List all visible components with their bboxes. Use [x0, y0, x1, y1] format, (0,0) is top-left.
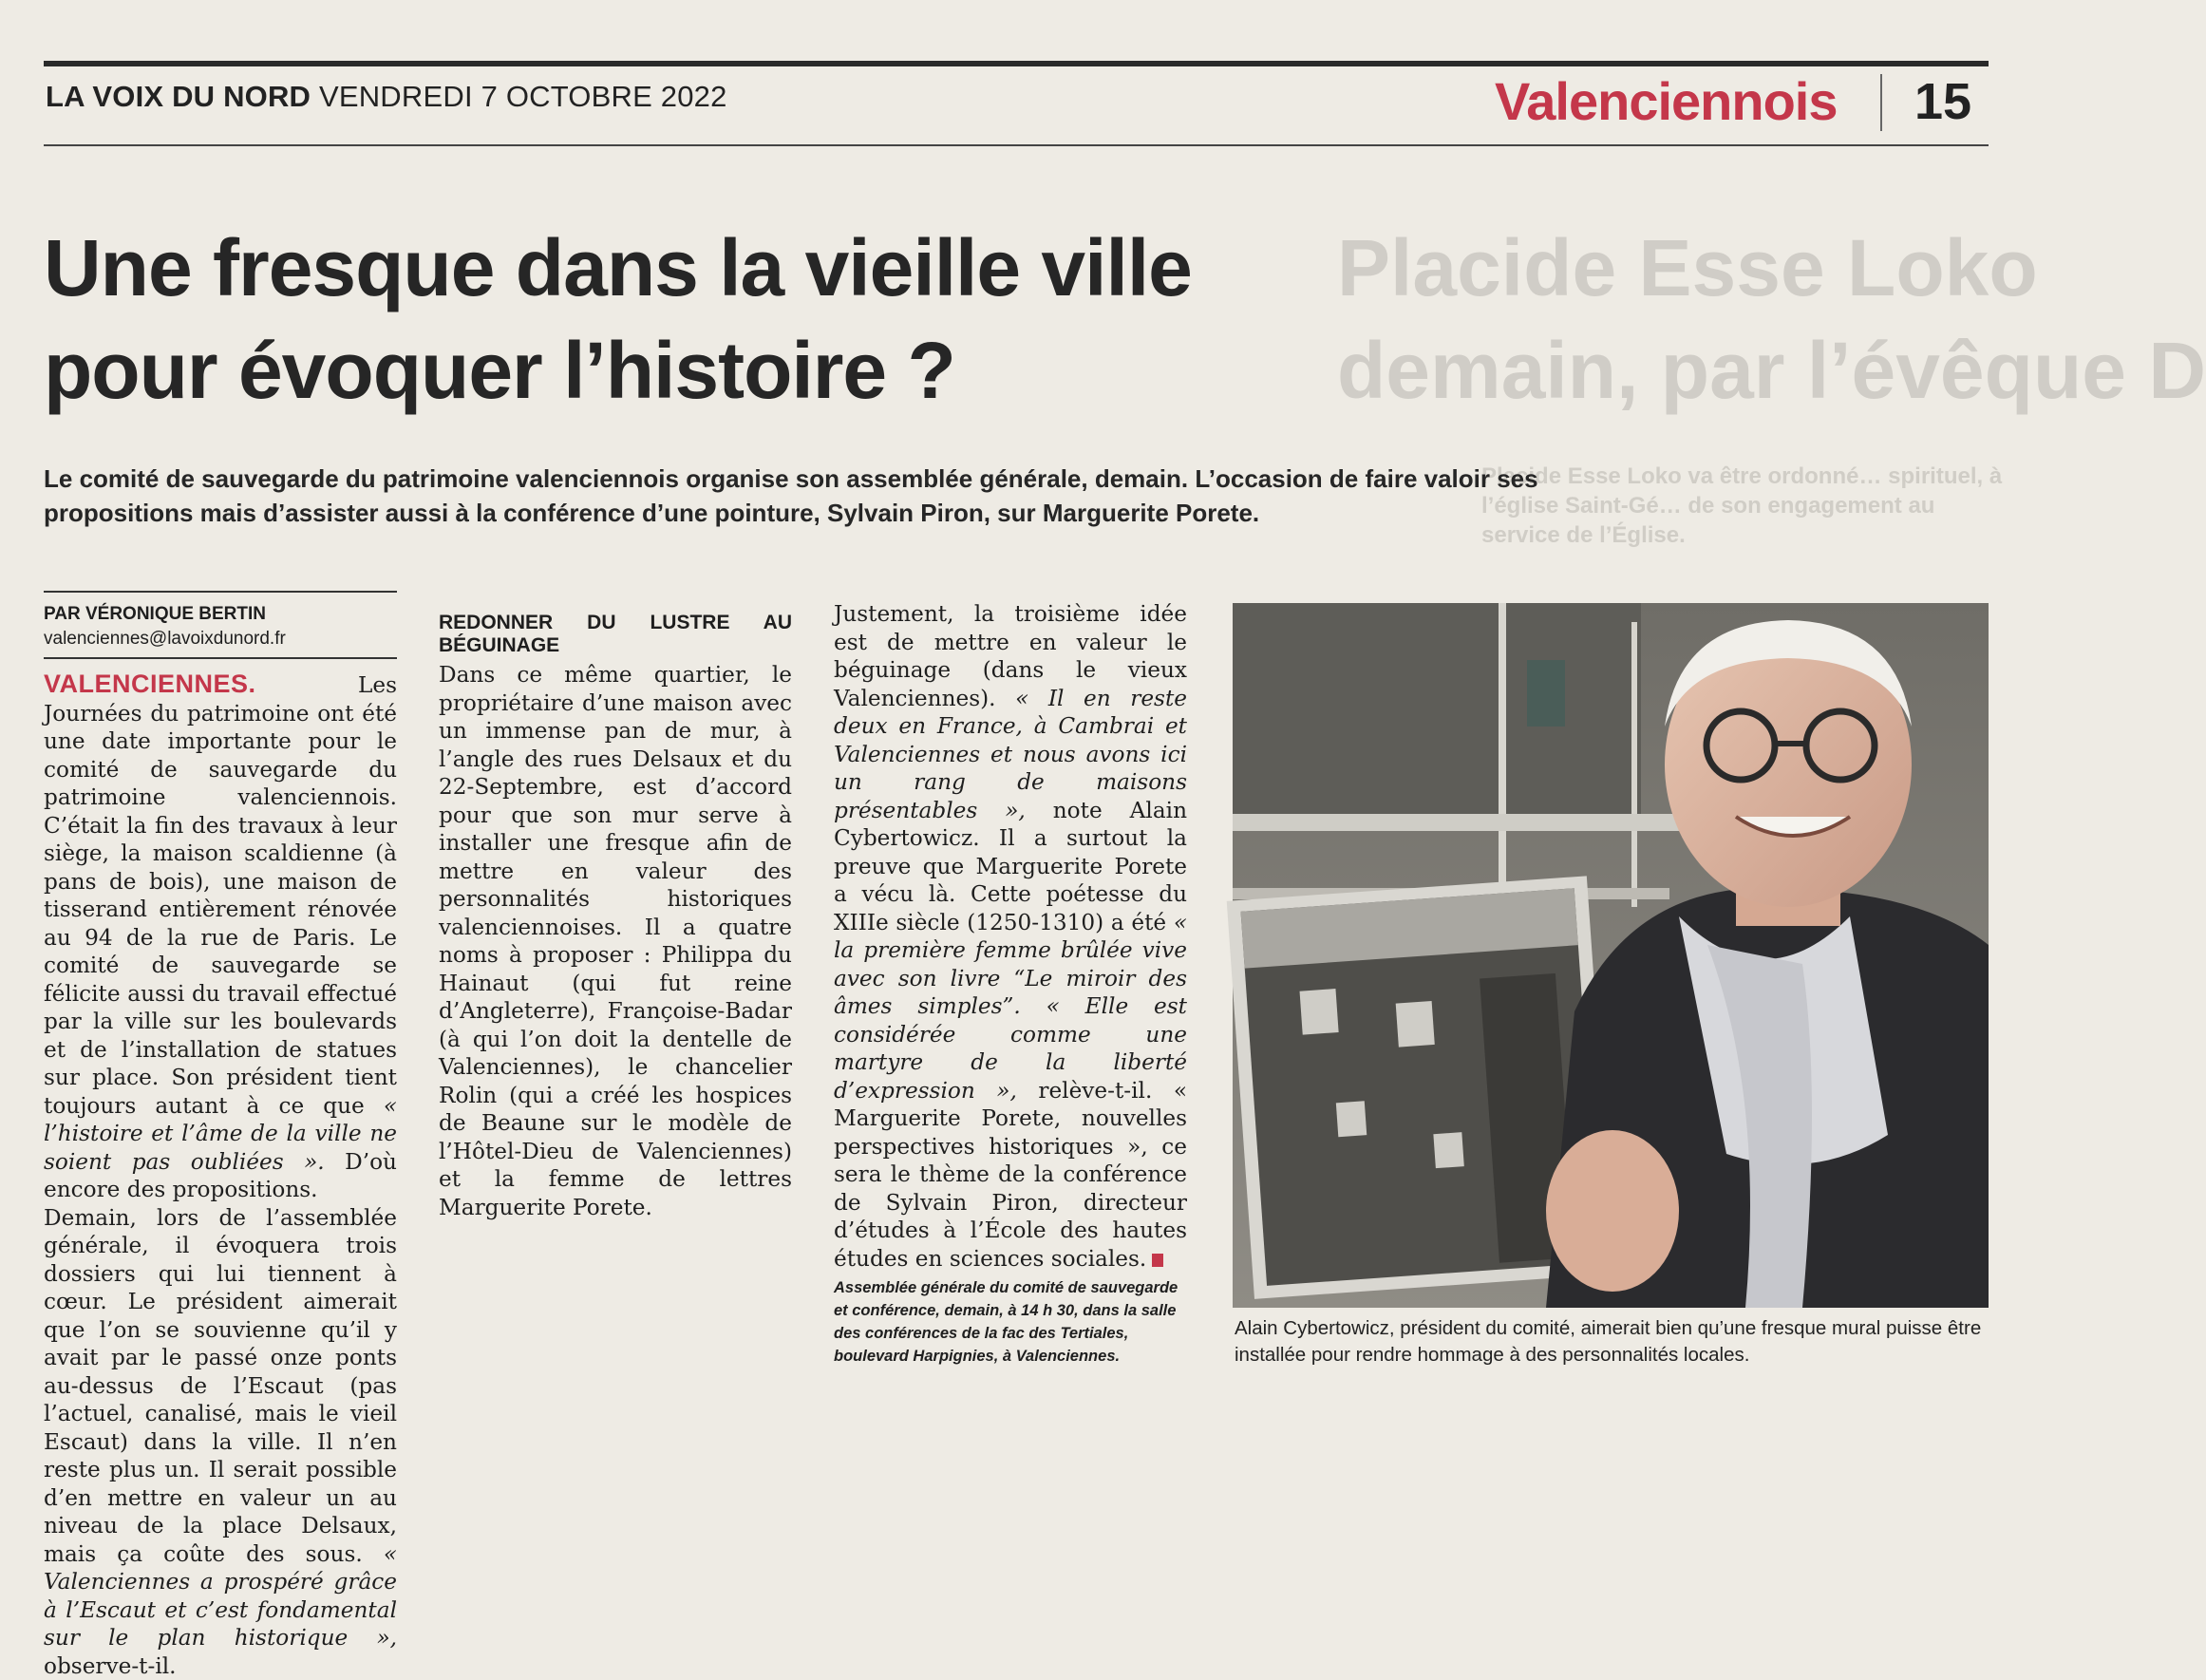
- byline-bottom-rule: [44, 657, 397, 659]
- page-number: 15: [1914, 72, 1971, 131]
- header-rule: [44, 144, 1989, 146]
- masthead: [46, 80, 727, 114]
- headline-line-1: Une fresque dans la vieille ville: [44, 217, 1497, 319]
- paragraph-4-mid: note Alain Cybertowicz. Il a surtout la preuve que Marguerite Porete a vécu là. Cette poétesse du XIIIe siècle (1250-1310) a été: [834, 798, 1187, 935]
- issue-date: VENDREDI 7 OCTOBRE 2022: [319, 80, 727, 113]
- paragraph-2-text: Demain, lors de l’assemblée générale, il évoquera trois dossiers qui lui tiennent à cœur. Le président aimerait que l’on se souvienne qu’il y avait par le passé onze ponts au-dessus de l’Escaut (pas l’actuel, canalisé, mais le vieil Escaut) dans la ville. Il n’en reste plus un. Il serait possible d’en mettre en valeur un au niveau de la place Delsaux, mais ça coûte des sous.: [44, 1205, 397, 1567]
- event-info: Assemblée générale du comité de sauvegarde et conférence, demain, à 14 h 30, dans la salle des conférences de la fac des Tertiales, boulevard Harpignies, à Valenciennes.: [834, 1276, 1187, 1368]
- bleed-line-1: Placide Esse Loko: [1337, 217, 2097, 319]
- paragraph-2: [44, 1204, 397, 1680]
- article-photo: [1233, 603, 1989, 1308]
- section-separator: [1880, 74, 1882, 131]
- end-of-article-mark: [1152, 1254, 1163, 1267]
- masthead-top-rule: [44, 61, 1989, 66]
- bleed-through-lead: Placide Esse Loko va être ordonné… spirituel, à l’église Saint-Gé… de son engagement au service de l’Église.: [1481, 462, 2013, 550]
- paragraph-1: [44, 670, 397, 1204]
- paragraph-3: Dans ce même quartier, le propriétaire d’une maison avec un immense pan de mur, à l’angle des rues Delsaux et du 22-Septembre, est d’accord pour que son mur serve à installer une fresque afin de mettre en valeur des personnalités historiques valenciennoises. Il a quatre noms à proposer : Philippa du Hainaut (qui fut reine d’Angleterre), Françoise-Badar (à qui l’on doit la dentelle de Valenciennes), le chancelier Rolin (qui a créé les hospices de Beaune sur le modèle de l’Hôtel-Dieu de Valenciennes) et la femme de lettres Marguerite Porete.: [439, 661, 792, 1221]
- portrait-photo-illustration: [1233, 603, 1989, 1308]
- byline-rule: [44, 591, 397, 593]
- headline-line-2: pour évoquer l’histoire ?: [44, 319, 1497, 422]
- paragraph-1-text: Les Journées du patrimoine ont été une date importante pour le comité de sauvegarde du patrimoine valenciennois. C’était la fin des travaux à leur siège, la maison scaldienne (à pans de bois), une maison de tisserand entièrement rénovée au 94 de la rue de Paris. Le comité de sauvegarde se félicite aussi du travail effectué par la ville sur les boulevards et de l’installation de statues sur place. Son président tient toujours autant à ce que: [44, 672, 397, 1119]
- bleed-line-2: demain, par l’évêque D: [1337, 319, 2097, 422]
- section-title: Valenciennois: [1495, 70, 1838, 132]
- author-email: valenciennes@lavoixdunord.fr: [44, 627, 397, 651]
- article-column-3: [834, 600, 1187, 1368]
- paragraph-4-end: relève-t-il. « Marguerite Porete, nouvelles perspectives historiques », ce sera le thème de la conférence de Sylvain Piron, directeur d’études à l’École des hautes études en sciences sociales.: [834, 1078, 1187, 1272]
- paragraph-4-text: Justement, la troisième idée est de mettre en valeur le béguinage (dans le vieux Valenciennes).: [834, 601, 1187, 711]
- article-column-2: [439, 600, 792, 1221]
- paragraph-2-end: observe-t-il.: [44, 1653, 177, 1679]
- paragraph-1-end: D’où encore des propositions.: [44, 1149, 397, 1203]
- article-standfirst: Le comité de sauvegarde du patrimoine valenciennois organise son assemblée générale, demain. L’occasion de faire valoir ses propositions mais d’assister aussi à la conférence d’une pointure, Sylvain Piron, sur Marguerite Porete.: [44, 462, 1582, 530]
- paragraph-1-quote: « l’histoire et l’âme de la ville ne soient pas oubliées ».: [44, 1093, 397, 1175]
- paragraph-4-quote: « Il en reste deux en France, à Cambrai et Valenciennes et nous avons ici un rang de maisons présentables »,: [834, 686, 1187, 823]
- byline: PAR VÉRONIQUE BERTIN: [44, 602, 397, 627]
- photo-caption: Alain Cybertowicz, président du comité, aimerait bien qu’une fresque mural puisse être installée pour rendre hommage à des personnalités locales.: [1235, 1315, 2013, 1369]
- paragraph-2-quote: « Valenciennes a prospéré grâce à l’Escaut et c’est fondamental sur le plan historique »,: [44, 1541, 397, 1652]
- article-column-1: [44, 589, 397, 1680]
- article-headline: [44, 217, 1497, 422]
- paragraph-4: [834, 600, 1187, 1273]
- newspaper-name: LA VOIX DU NORD: [46, 80, 311, 113]
- dateline: VALENCIENNES.: [44, 670, 256, 698]
- paragraph-4-quote-2: « la première femme brûlée vive avec son livre “Le miroir des âmes simples”. « Elle est considérée comme une martyre de la liberté d’expression »,: [834, 910, 1187, 1104]
- article-subhead: REDONNER DU LUSTRE AU BÉGUINAGE: [439, 612, 792, 657]
